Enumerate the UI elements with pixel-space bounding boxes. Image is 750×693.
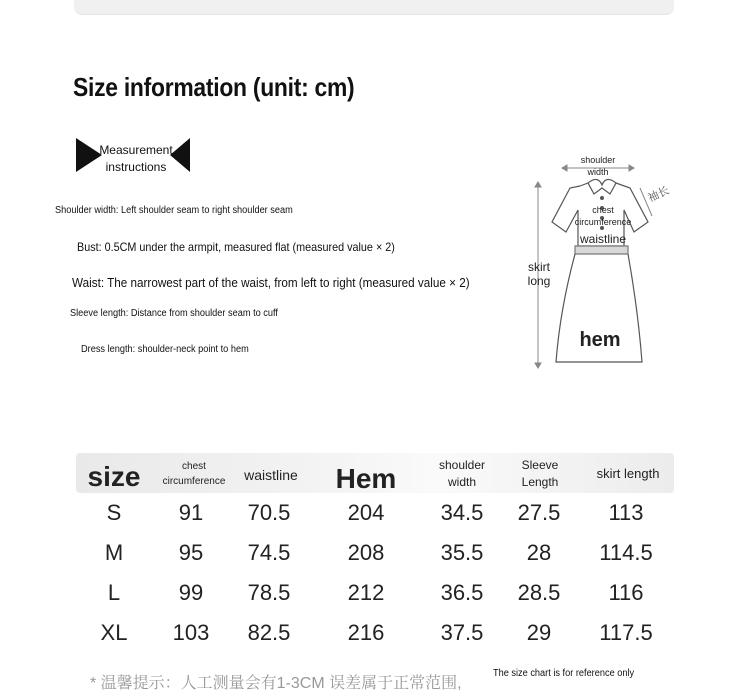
header-hem: Hem xyxy=(335,463,397,494)
cell-shoulder: 35.5 xyxy=(440,540,484,565)
cell-shoulder: 37.5 xyxy=(440,620,484,645)
cell-skirt: 116 xyxy=(608,580,644,605)
cell-sleeve: 29 xyxy=(526,620,552,645)
header-chest: chest circumference xyxy=(162,461,226,487)
size-table-header xyxy=(76,453,674,493)
svg-text:袖长: 袖长 xyxy=(645,183,672,205)
header-skirt-length: skirt length xyxy=(596,466,660,481)
cell-chest: 99 xyxy=(178,580,204,605)
cell-waist: 82.5 xyxy=(247,620,291,645)
cell-size: M xyxy=(104,540,124,565)
cell-size: S xyxy=(106,500,122,525)
footer-note-en: The size chart is for reference only xyxy=(493,668,635,679)
header-waistline: waistline xyxy=(244,467,298,483)
diagram-label-waistline: waistline xyxy=(579,232,627,246)
cell-chest: 95 xyxy=(178,540,204,565)
header-sleeve: Sleeve Length xyxy=(521,458,559,489)
diagram-label-shoulder: shoulder width xyxy=(580,155,616,177)
section-title: Size information (unit: cm) xyxy=(73,72,355,102)
cell-waist: 74.5 xyxy=(247,540,291,565)
cell-shoulder: 36.5 xyxy=(440,580,484,605)
header-size: size xyxy=(87,461,141,492)
cell-hem: 208 xyxy=(347,540,385,565)
dress-diagram xyxy=(520,150,690,375)
top-divider-bar xyxy=(74,0,674,15)
cell-waist: 78.5 xyxy=(247,580,291,605)
cell-chest: 91 xyxy=(178,500,204,525)
cell-skirt: 114.5 xyxy=(599,540,653,565)
cell-chest: 103 xyxy=(172,620,210,645)
footer-note-cn: * 温馨提示：人工测量会有1-3CM 误差属于正常范围, xyxy=(90,675,462,692)
measurement-dress-length: Dress length: shoulder-neck point to hem xyxy=(81,344,249,355)
header-shoulder: shoulder width xyxy=(438,458,486,489)
cell-sleeve: 28 xyxy=(526,540,552,565)
measurement-waist: Waist: The narrowest part of the waist, from left to right (measured value × 2) xyxy=(72,275,470,290)
cell-size: XL xyxy=(100,620,128,645)
measurement-shoulder-width: Shoulder width: Left shoulder seam to right shoulder seam xyxy=(55,205,293,216)
measurement-sleeve-length: Sleeve length: Distance from shoulder seam to cuff xyxy=(70,308,278,319)
cell-waist: 70.5 xyxy=(247,500,291,525)
cell-size: L xyxy=(107,580,121,605)
cell-hem: 204 xyxy=(347,500,385,525)
badge-label: Measurement instructions xyxy=(99,143,173,174)
diagram-label-hem: hem xyxy=(579,329,621,351)
cell-hem: 216 xyxy=(347,620,385,645)
measurement-bust: Bust: 0.5CM under the armpit, measured flat (measured value × 2) xyxy=(77,240,395,254)
cell-hem: 212 xyxy=(347,580,385,605)
diagram-label-chest: chest circumference xyxy=(574,205,632,227)
cell-sleeve: 28.5 xyxy=(517,580,561,605)
cell-skirt: 117.5 xyxy=(599,620,653,645)
cell-sleeve: 27.5 xyxy=(517,500,561,525)
diagram-label-skirt: skirt long xyxy=(527,260,551,288)
cell-skirt: 113 xyxy=(608,500,644,525)
cell-shoulder: 34.5 xyxy=(440,500,484,525)
measurement-instructions-badge xyxy=(74,136,194,178)
